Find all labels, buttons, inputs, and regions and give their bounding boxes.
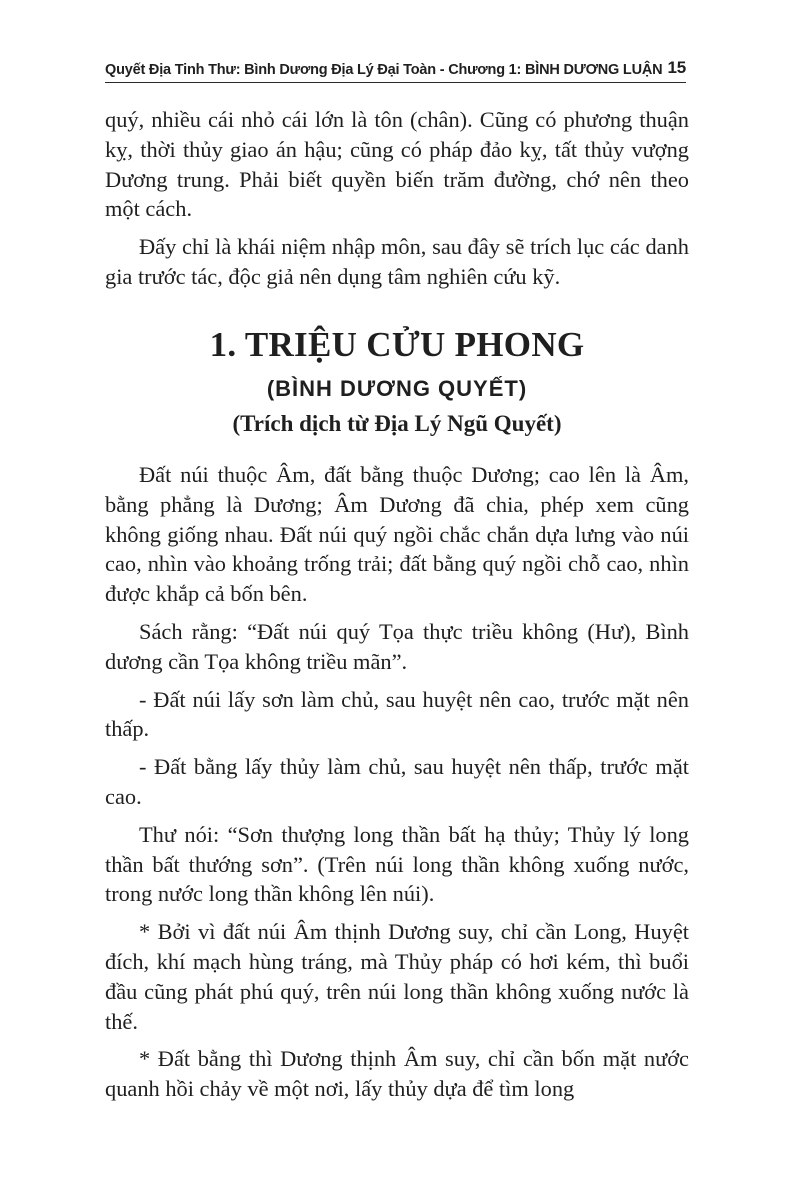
- running-title: Quyết Địa Tinh Thư: Bình Dương Địa Lý Đại Toàn - Chương 1: BÌNH DƯƠNG LUẬN: [105, 62, 663, 78]
- body-paragraph-6: * Bởi vì đất núi Âm thịnh Dương suy, chỉ cần Long, Huyệt đích, khí mạch hùng tráng, mà Thủy pháp có hơi kém, thì buổi đầu cũng phát phú quý, trên núi long thần không xuống nước là thế.: [105, 919, 689, 1034]
- intro-paragraph-1: quý, nhiều cái nhỏ cái lớn là tôn (chân). Cũng có phương thuận kỵ, thời thủy giao án hậu; cũng có pháp đảo kỵ, tất thủy vượng Dương trung. Phải biết quyền biến trăm đường, chớ nên theo một cách.: [105, 107, 689, 222]
- section-subtitle: (BÌNH DƯƠNG QUYẾT): [266, 376, 528, 401]
- body-paragraph-5: Thư nói: “Sơn thượng long thần bất hạ thủy; Thủy lý long thần bất thướng sơn”. (Trên núi long thần không xuống nước, trong nước long thần không lên núi).: [105, 821, 689, 907]
- body-paragraph-4: - Đất bằng lấy thủy làm chủ, sau huyệt nên thấp, trước mặt cao.: [105, 754, 689, 809]
- body-paragraph-3: - Đất núi lấy sơn làm chủ, sau huyệt nên cao, trước mặt nên thấp.: [105, 686, 689, 742]
- body-paragraph-2: Sách rằng: “Đất núi quý Tọa thực triều không (Hư), Bình dương cần Tọa không triều mãn”.: [105, 618, 689, 674]
- body-paragraph-1: Đất núi thuộc Âm, đất bằng thuộc Dương; cao lên là Âm, bằng phẳng là Dương; Âm Dương đã chia, phép xem cũng không giống nhau. Đất núi quý ngồi chắc chắn dựa lưng vào núi cao, nhìn vào khoảng trống trải; đất bằng quý ngồi chỗ cao, nhìn được khắp cả bốn bên.: [105, 462, 689, 607]
- page-header: [105, 48, 686, 83]
- body-paragraph-7: * Đất bằng thì Dương thịnh Âm suy, chỉ cần bốn mặt nước quanh hồi chảy về một nơi, lấy thủy dựa để tìm long: [105, 1046, 689, 1102]
- page-number: 15: [667, 58, 686, 77]
- intro-paragraph-2: Đấy chỉ là khái niệm nhập môn, sau đây sẽ trích lục các danh gia trước tác, độc giả nên dụng tâm nghiên cứu kỹ.: [105, 234, 689, 289]
- intro-text-block: [105, 105, 689, 292]
- section-body: [105, 460, 689, 1104]
- section-heading: [105, 322, 689, 439]
- section-source: (Trích dịch từ Địa Lý Ngũ Quyết): [232, 411, 562, 436]
- section-title: 1. TRIỆU CỬU PHONG: [209, 325, 585, 364]
